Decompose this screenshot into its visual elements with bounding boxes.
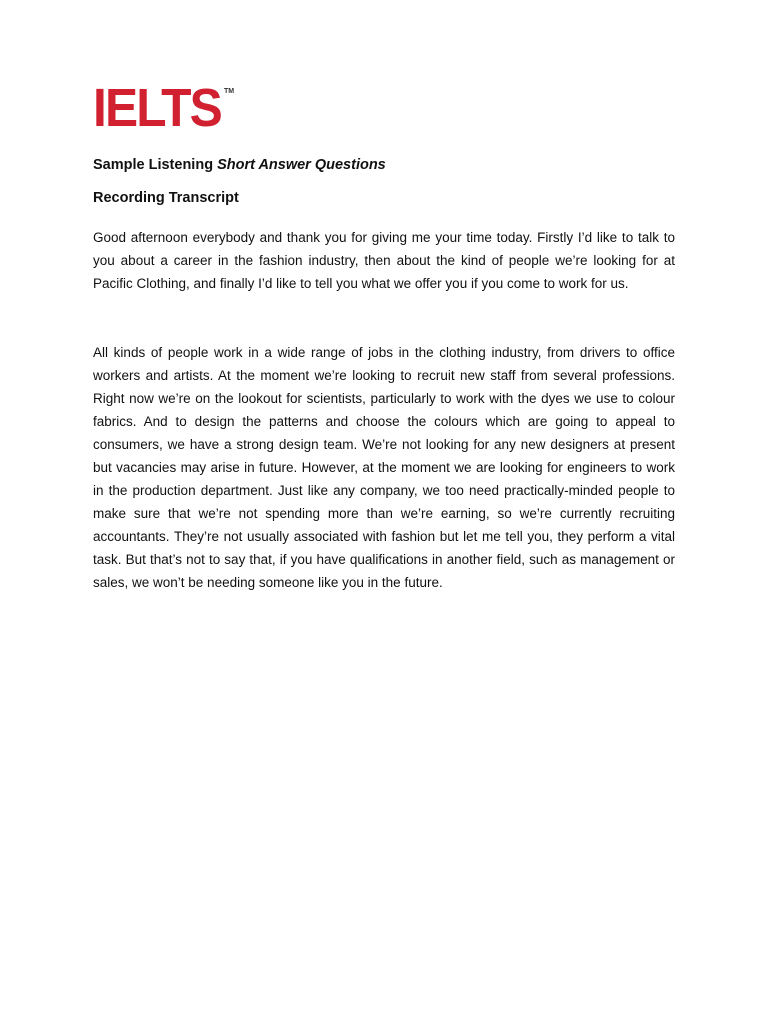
ielts-logo bbox=[93, 80, 234, 136]
transcript-paragraph: All kinds of people work in a wide range of jobs in the clothing industry, from drivers to office workers and artists. At the moment we’re looking to recruit new staff from several professions. Right now we’re on the lookout for scientists, particularly to work with the dyes we use to colour fabrics. And to design the patterns and choose the colours which are going to appeal to consumers, we have a strong design team. We’re not looking for any new designers at present but vacancies may arise in future. However, at the moment we are looking for engineers to work in the production department. Just like any company, we too need practically-minded people to make sure that we’re not spending more than we’re earning, so we’re currently recruiting accountants. They’re not usually associated with fashion but let me tell you, they perform a vital task. But that’s not to say that, if you have qualifications in another field, such as management or sales, we won’t be needing someone like you in the future. bbox=[93, 345, 675, 590]
title-italic: Short Answer Questions bbox=[217, 157, 386, 173]
document-subtitle: Recording Transcript bbox=[93, 190, 239, 206]
trademark-symbol: TM bbox=[224, 88, 235, 95]
document-title bbox=[93, 155, 386, 175]
transcript-paragraph: Good afternoon everybody and thank you for giving me your time today. Firstly I’d like to talk to you about a career in the fashion industry, then about the kind of people we’re looking for at Pacific Clothing, and finally I’d like to tell you what we offer you if you come to work for us. bbox=[93, 230, 675, 291]
title-regular: Sample Listening bbox=[93, 157, 218, 173]
ielts-logo-text: IELTS bbox=[93, 78, 221, 138]
